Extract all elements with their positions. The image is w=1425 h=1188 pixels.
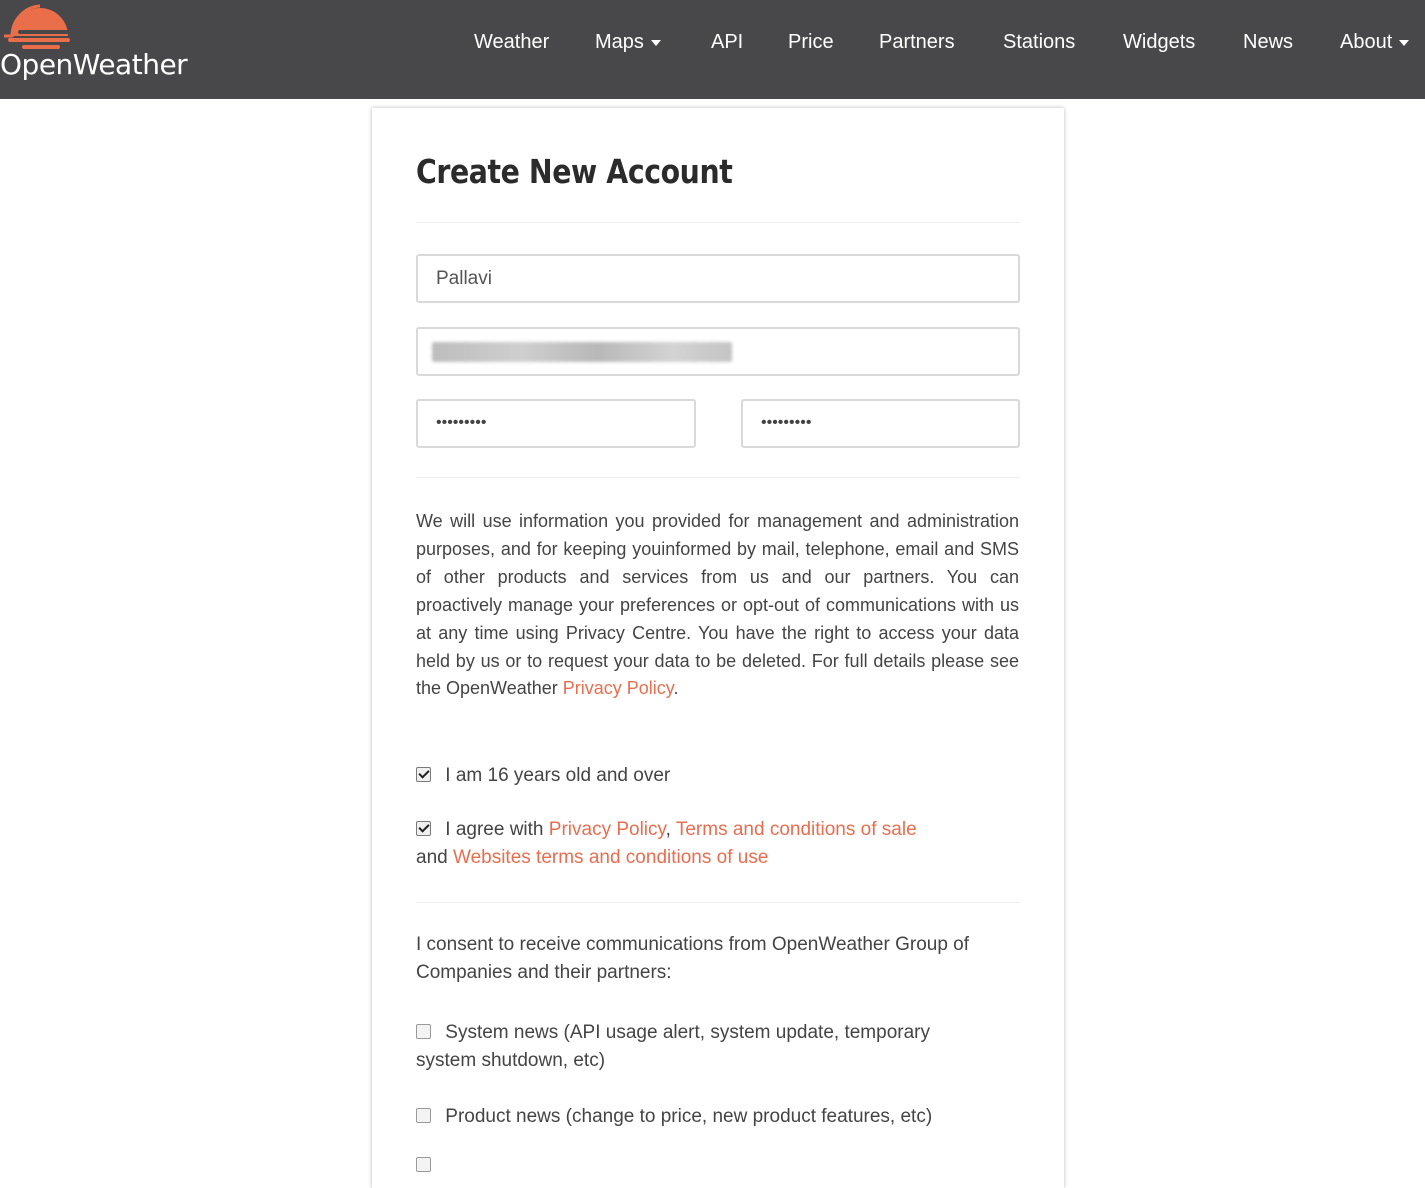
agree-separator: , [665, 819, 676, 840]
page-title: Create New Account [416, 152, 733, 191]
caret-down-icon [651, 40, 661, 46]
nav-weather[interactable]: Weather [474, 31, 550, 53]
nav-maps[interactable] [595, 31, 661, 54]
agree-checkbox[interactable] [416, 821, 431, 836]
system-news-checkbox[interactable] [416, 1024, 431, 1039]
password-value: ••••••••• [436, 414, 487, 431]
logo-wordmark: OpenWeather [0, 48, 188, 81]
age-label: I am 16 years old and over [445, 765, 671, 786]
partially-visible-checkbox[interactable] [416, 1157, 431, 1172]
product-news-row [416, 1103, 1016, 1131]
caret-down-icon [1399, 40, 1409, 46]
product-news-checkbox[interactable] [416, 1108, 431, 1123]
nav-api[interactable]: API [711, 31, 744, 53]
email-field[interactable] [416, 327, 1020, 376]
repeat-password-field[interactable] [741, 399, 1020, 448]
nav-price[interactable]: Price [788, 31, 834, 53]
nav-news[interactable]: News [1243, 31, 1294, 53]
repeat-password-value: ••••••••• [761, 414, 812, 431]
nav-widgets[interactable]: Widgets [1123, 31, 1196, 53]
consent-text: I consent to receive communications from OpenWeather Group of Companies and their partners: [416, 934, 970, 983]
agree-prefix: I agree with [445, 819, 549, 840]
username-value: Pallavi [436, 268, 492, 289]
openweather-logo[interactable] [0, 0, 200, 99]
nav-stations[interactable]: Stations [1003, 31, 1076, 53]
nav-about-label: About [1340, 31, 1393, 53]
nav-maps-label: Maps [595, 31, 644, 53]
privacy-notice-text: We will use information you provided for management and administration purposes, and for keeping youinformed by mail, telephone, email and SMS of other products and services from us and our partners. You can proactively manage your preferences or opt-out of communications with us at any time using Privacy Centre. You have the right to access your data held by us or to request your data to be deleted. For full details please see the OpenWeather [416, 511, 1019, 699]
privacy-policy-link[interactable]: Privacy Policy [562, 678, 674, 699]
system-news-label: System news (API usage alert, system update, temporary system shutdown, etc) [416, 1022, 930, 1071]
divider [416, 902, 1020, 903]
username-field[interactable] [416, 254, 1020, 303]
partially-visible-checkbox-row [416, 1157, 431, 1175]
privacy-notice-end: . [673, 678, 679, 699]
website-terms-link[interactable]: Websites terms and conditions of use [452, 847, 769, 868]
nav-partners[interactable]: Partners [879, 31, 955, 53]
product-news-label: Product news (change to price, new product features, etc) [445, 1106, 933, 1127]
divider [416, 222, 1020, 223]
age-check-row [416, 762, 670, 790]
password-field[interactable] [416, 399, 696, 448]
divider [416, 477, 1020, 478]
agree-privacy-link[interactable]: Privacy Policy [548, 819, 666, 840]
agree-check-row [416, 816, 936, 872]
age-checkbox[interactable] [416, 767, 431, 782]
top-navbar [0, 0, 1425, 99]
privacy-notice [416, 508, 1019, 703]
redacted-email [432, 342, 732, 362]
nav-about[interactable] [1340, 31, 1409, 54]
system-news-row [416, 1019, 986, 1075]
terms-of-sale-link[interactable]: Terms and conditions of sale [675, 819, 917, 840]
agree-and: and [416, 847, 453, 868]
